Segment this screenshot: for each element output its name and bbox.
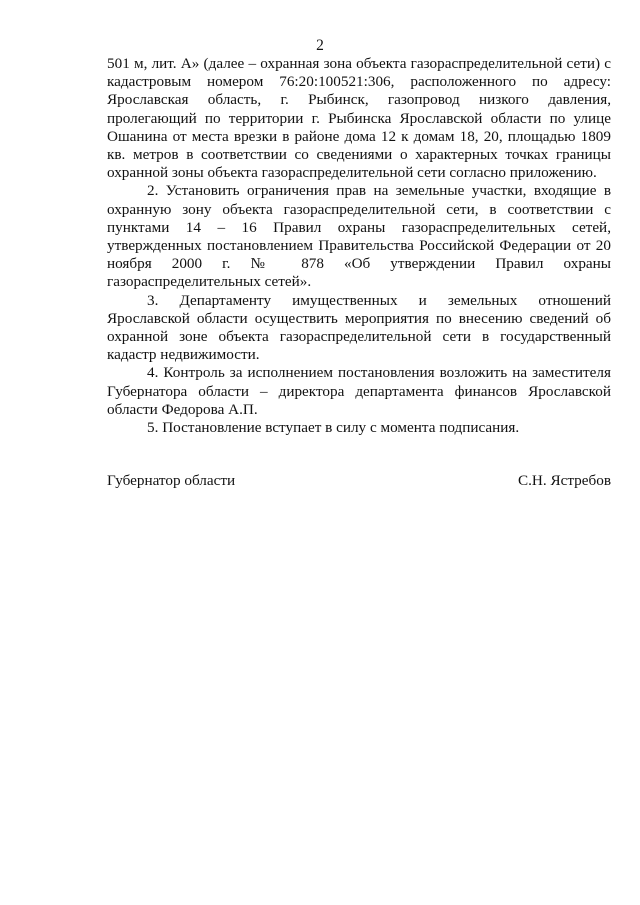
paragraph-item-2: 2. Установить ограничения прав на земельные участки, входящие в охранную зону объекта газораспределительной сети, в соответствии с пунктами 14 – 16 Правил охраны газораспределительных сетей, утвержденных постановлением Правительства Российской Федерации от 20 ноября 2000 г. № 878 «Об утверждении Правил охраны газораспределительных сетей». [107, 182, 611, 291]
paragraph-item-4: 4. Контроль за исполнением постановления возложить на заместителя Губернатора области – директора департамента финансов Ярославской области Федорова А.П. [107, 364, 611, 418]
paragraph-item-3: 3. Департаменту имущественных и земельных отношений Ярославской области осуществить мероприятия по внесению сведений об охранной зоне объекта газораспределительной сети в государственный кадастр недвижимости. [107, 291, 611, 364]
signatory-position: Губернатор области [107, 472, 236, 489]
document-body [107, 55, 611, 437]
page-number: 2 [316, 37, 324, 54]
paragraph-item-5: 5. Постановление вступает в силу с момента подписания. [147, 419, 520, 437]
paragraph-continuation: 501 м, лит. А» (далее – охранная зона объекта газораспределительной сети) с кадастровым номером 76:20:100521:306, расположенного по адресу: Ярославская область, г. Рыбинск, газопровод низкого давления, пролегающий по территории г. Рыбинска Ярославской области по улице Ошанина от места врезки в районе дома 12 к домам 18, 20, площадью 1809 кв. метров в соответствии со сведениями о характерных точках границы охранной зоны объекта газораспределительной сети согласно приложению. [107, 55, 611, 182]
signatory-name: С.Н. Ястребов [517, 472, 611, 489]
signature-block [107, 472, 611, 492]
